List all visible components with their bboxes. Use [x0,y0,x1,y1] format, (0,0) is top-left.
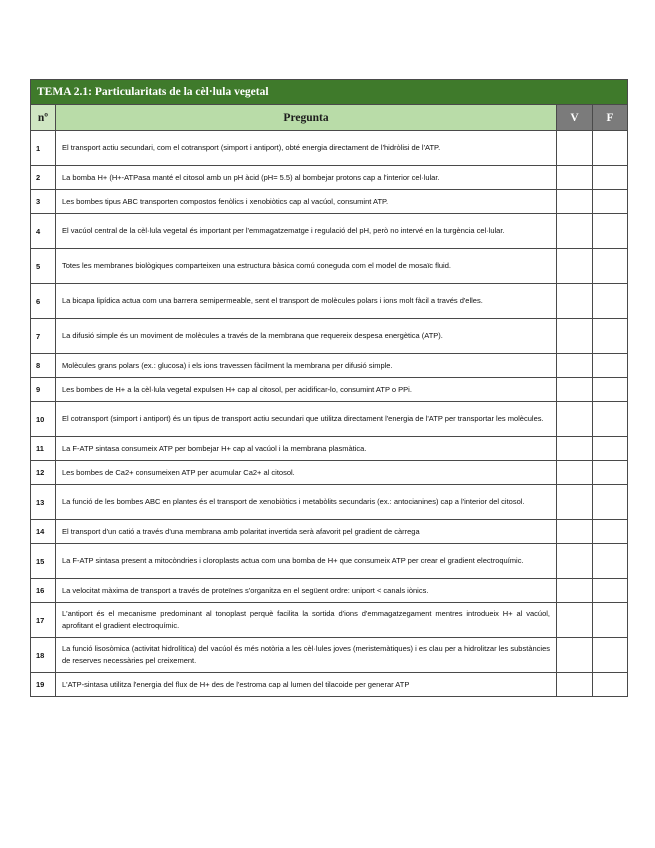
false-answer-cell[interactable] [593,166,628,190]
question-number: 16 [31,579,56,603]
question-text: Totes les membranes biològiques comparteixen una estructura bàsica comú coneguda com el model de mosaïc fluid. [56,249,557,284]
false-answer-cell[interactable] [593,485,628,520]
table-row [31,603,628,638]
question-text: El cotransport (simport i antiport) és un tipus de transport actiu secundari que utilitza directament l'energia de l'ATP per transportar les molècules. [56,402,557,437]
question-sheet [30,79,628,697]
title-row [31,80,628,105]
question-number: 4 [31,214,56,249]
false-answer-cell[interactable] [593,249,628,284]
true-answer-cell[interactable] [557,190,593,214]
table-row [31,249,628,284]
table-row [31,131,628,166]
false-answer-cell[interactable] [593,214,628,249]
question-number: 6 [31,284,56,319]
false-answer-cell[interactable] [593,437,628,461]
false-answer-cell[interactable] [593,190,628,214]
table-row [31,402,628,437]
question-text: La velocitat màxima de transport a través de proteïnes s'organitza en el següent ordre: uniport < canals iònics. [56,579,557,603]
question-number: 18 [31,638,56,673]
table-title: TEMA 2.1: Particularitats de la cèl·lula vegetal [31,80,628,105]
question-text: La F-ATP sintasa present a mitocòndries i cloroplasts actua com una bomba de H+ que consumeix ATP per crear el gradient electroquímic. [56,544,557,579]
question-text: Les bombes de Ca2+ consumeixen ATP per acumular Ca2+ al citosol. [56,461,557,485]
true-answer-cell[interactable] [557,579,593,603]
question-number: 7 [31,319,56,354]
false-answer-cell[interactable] [593,520,628,544]
question-text: Les bombes de H+ a la cèl·lula vegetal expulsen H+ cap al citosol, per acidificar-lo, consumint ATP o PPi. [56,378,557,402]
true-answer-cell[interactable] [557,131,593,166]
true-answer-cell[interactable] [557,378,593,402]
false-answer-cell[interactable] [593,402,628,437]
table-row [31,354,628,378]
question-number: 19 [31,673,56,697]
question-text: L'ATP-sintasa utilitza l'energia del flux de H+ des de l'estroma cap al lumen del tilacoide per generar ATP [56,673,557,697]
false-answer-cell[interactable] [593,354,628,378]
question-text: La funció de les bombes ABC en plantes és el transport de xenobiòtics i metabòlits secundaris (ex.: antocianines) cap a l'interior del citosol. [56,485,557,520]
question-number: 1 [31,131,56,166]
question-text: Les bombes tipus ABC transporten compostos fenòlics i xenobiòtics cap al vacúol, consumint ATP. [56,190,557,214]
true-answer-cell[interactable] [557,673,593,697]
question-text: L'antiport és el mecanisme predominant al tonoplast perquè facilita la sortida d'ions d'emmagatzegament mentres introdueix H+ al vacúol, aprofitant el gradient electroquímic. [56,603,557,638]
false-answer-cell[interactable] [593,461,628,485]
question-number: 3 [31,190,56,214]
table-row [31,461,628,485]
question-number: 17 [31,603,56,638]
table-row [31,284,628,319]
table-row [31,319,628,354]
table-row [31,378,628,402]
table-row [31,166,628,190]
false-answer-cell[interactable] [593,378,628,402]
false-answer-cell[interactable] [593,673,628,697]
question-text: La difusió simple és un moviment de molècules a través de la membrana que requereix despesa energètica (ATP). [56,319,557,354]
false-answer-cell[interactable] [593,638,628,673]
false-answer-cell[interactable] [593,603,628,638]
question-text: El vacúol central de la cèl·lula vegetal és important per l'emmagatzematge i regulació del pH, però no intervé en la turgència cel·lular. [56,214,557,249]
question-number: 14 [31,520,56,544]
true-answer-cell[interactable] [557,319,593,354]
question-number: 11 [31,437,56,461]
table-row [31,579,628,603]
table-row [31,485,628,520]
true-answer-cell[interactable] [557,544,593,579]
false-answer-cell[interactable] [593,131,628,166]
question-text: El transport actiu secundari, com el cotransport (simport i antiport), obté energia directament de l'hidròlisi de l'ATP. [56,131,557,166]
question-number: 12 [31,461,56,485]
true-answer-cell[interactable] [557,485,593,520]
true-answer-cell[interactable] [557,461,593,485]
table-row [31,190,628,214]
true-answer-cell[interactable] [557,437,593,461]
question-number: 13 [31,485,56,520]
table-row [31,520,628,544]
question-rows [31,131,628,697]
false-answer-cell[interactable] [593,319,628,354]
false-answer-cell[interactable] [593,544,628,579]
table-row [31,673,628,697]
question-number: 10 [31,402,56,437]
question-number: 9 [31,378,56,402]
question-text: La bomba H+ (H+-ATPasa manté el citosol amb un pH àcid (pH= 5.5) al bombejar protons cap a l'interior cel·lular. [56,166,557,190]
question-number: 5 [31,249,56,284]
header-row [31,105,628,131]
header-question: Pregunta [56,105,557,131]
question-text: La F-ATP sintasa consumeix ATP per bombejar H+ cap al vacúol i la membrana plasmàtica. [56,437,557,461]
question-text: El transport d'un catió a través d'una membrana amb polaritat invertida serà afavorit pel gradient de càrrega [56,520,557,544]
true-answer-cell[interactable] [557,214,593,249]
question-text: Molècules grans polars (ex.: glucosa) i els ions travessen fàcilment la membrana per difusió simple. [56,354,557,378]
true-answer-cell[interactable] [557,249,593,284]
table-row [31,437,628,461]
true-answer-cell[interactable] [557,284,593,319]
true-answer-cell[interactable] [557,402,593,437]
question-text: La bicapa lipídica actua com una barrera semipermeable, sent el transport de molècules polars i ions molt fàcil a través d'elles. [56,284,557,319]
header-number: nº [31,105,56,131]
question-number: 8 [31,354,56,378]
header-false: F [593,105,628,131]
question-number: 15 [31,544,56,579]
false-answer-cell[interactable] [593,284,628,319]
true-answer-cell[interactable] [557,603,593,638]
table-row [31,638,628,673]
header-true: V [557,105,593,131]
question-text: La funció lisosòmica (activitat hidrolítica) del vacúol és més notòria a les cèl·lules joves (meristemàtiques) i es clau per a hidrolitzar les substàncies de reserves necessàries pel creixement. [56,638,557,673]
true-answer-cell[interactable] [557,638,593,673]
false-answer-cell[interactable] [593,579,628,603]
true-answer-cell[interactable] [557,520,593,544]
true-answer-cell[interactable] [557,166,593,190]
true-false-table [30,79,628,697]
table-row [31,544,628,579]
true-answer-cell[interactable] [557,354,593,378]
question-number: 2 [31,166,56,190]
table-row [31,214,628,249]
